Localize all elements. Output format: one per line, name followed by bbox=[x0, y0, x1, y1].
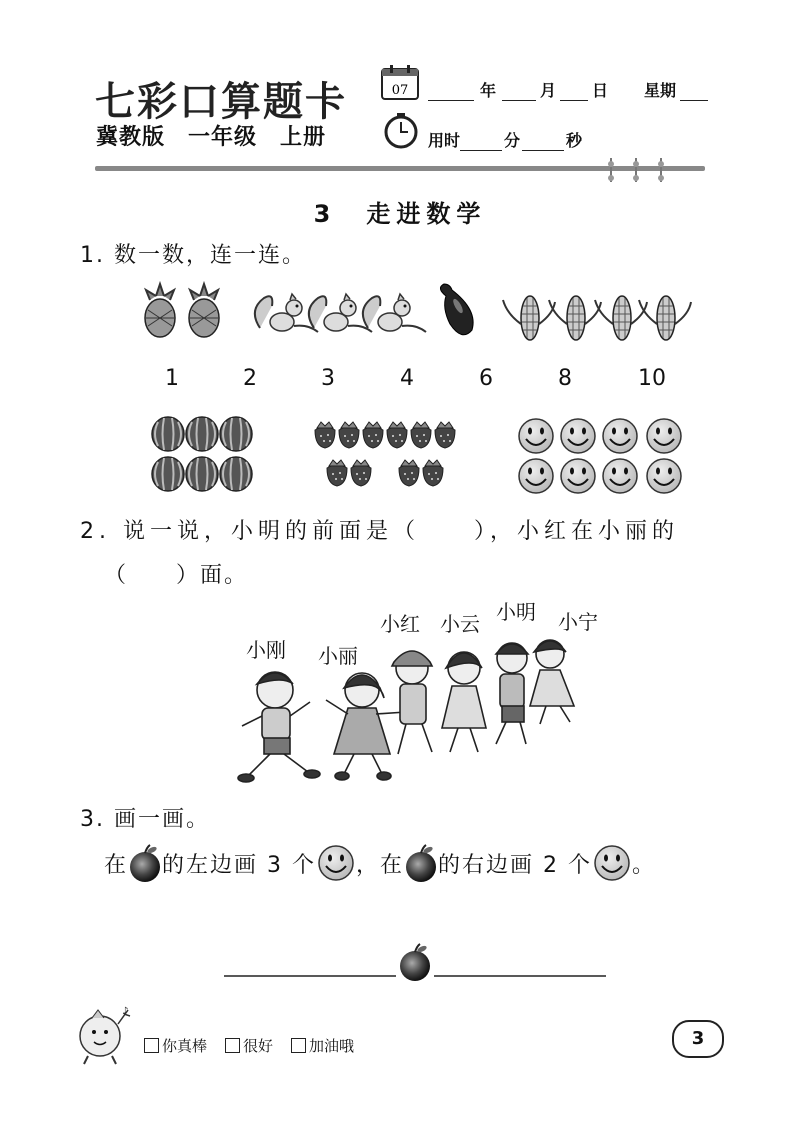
year-label: 年 bbox=[480, 81, 497, 100]
squirrel-group[interactable] bbox=[255, 294, 426, 332]
name-xiaogang: 小刚 bbox=[246, 638, 286, 662]
number-2[interactable]: 2 bbox=[243, 366, 257, 391]
seconds-label: 秒 bbox=[566, 131, 583, 150]
rating-great[interactable] bbox=[144, 1035, 207, 1056]
checkbox-great[interactable] bbox=[144, 1038, 159, 1053]
time-used-label: 用时 bbox=[428, 131, 461, 150]
child-xiaoli bbox=[326, 673, 406, 780]
pineapple-group[interactable] bbox=[145, 284, 219, 337]
rule-beads-decoration bbox=[600, 158, 680, 184]
child-xiaogang bbox=[238, 672, 320, 782]
watermelon-group[interactable] bbox=[152, 417, 252, 491]
checkbox-keep-going[interactable] bbox=[291, 1038, 306, 1053]
number-1[interactable]: 1 bbox=[165, 366, 179, 391]
rating-good[interactable] bbox=[225, 1035, 273, 1056]
page-title: 3 走进数学 bbox=[313, 200, 487, 228]
child-xiaoming bbox=[496, 643, 528, 744]
name-xiaoming: 小明 bbox=[496, 600, 536, 624]
strawberry-group[interactable] bbox=[315, 422, 455, 486]
apple-icon bbox=[404, 843, 438, 883]
month-label: 月 bbox=[540, 81, 557, 100]
name-xiaohong: 小红 bbox=[380, 612, 420, 636]
checkbox-good[interactable] bbox=[225, 1038, 240, 1053]
smiley-group[interactable] bbox=[519, 419, 681, 493]
name-xiaoning: 小宁 bbox=[558, 610, 598, 634]
eggplant-group[interactable] bbox=[440, 284, 473, 335]
name-xiaoyun: 小云 bbox=[440, 612, 480, 636]
number-10[interactable]: 10 bbox=[638, 366, 666, 391]
child-xiaoning bbox=[530, 640, 574, 724]
smiley-icon bbox=[592, 843, 632, 883]
number-4[interactable]: 4 bbox=[400, 366, 414, 391]
apple-icon bbox=[400, 944, 430, 981]
clock-icon bbox=[382, 112, 420, 150]
week-blank[interactable] bbox=[680, 82, 708, 101]
q1-top-pictures bbox=[130, 276, 700, 352]
q1-prompt: 1. 数一数，连一连。 bbox=[80, 243, 306, 268]
q3-text-4: 的右边画 2 个 bbox=[438, 852, 592, 878]
svg-text:♪: ♪ bbox=[122, 1006, 129, 1017]
calendar-icon bbox=[380, 64, 420, 102]
q3-prompt: 3. 画一画。 bbox=[80, 807, 210, 832]
minutes-label: 分 bbox=[504, 131, 521, 150]
date-line bbox=[428, 78, 708, 101]
year-blank[interactable] bbox=[428, 82, 474, 101]
q3-instruction bbox=[104, 843, 656, 883]
drawing-line[interactable] bbox=[222, 940, 608, 990]
seconds-blank[interactable] bbox=[522, 132, 564, 151]
time-line bbox=[428, 128, 582, 151]
day-label: 日 bbox=[592, 81, 609, 100]
cartoon-mascot-icon bbox=[70, 1002, 136, 1068]
number-8[interactable]: 8 bbox=[558, 366, 572, 391]
number-3[interactable]: 3 bbox=[321, 366, 335, 391]
page-number: 3 bbox=[672, 1020, 724, 1058]
name-xiaoli: 小丽 bbox=[318, 644, 358, 668]
month-blank[interactable] bbox=[502, 82, 536, 101]
calendar-day: 07 bbox=[391, 83, 409, 98]
rating-great-label: 你真棒 bbox=[162, 1037, 208, 1055]
q3-text-2: 的左边画 3 个 bbox=[162, 852, 316, 878]
edition-label: 冀教版 一年级 上册 bbox=[96, 125, 327, 150]
q2-prompt-line2: （ ）面。 bbox=[104, 563, 249, 588]
child-xiaohong bbox=[392, 651, 432, 754]
week-label: 星期 bbox=[644, 81, 677, 100]
rating-keep-going-label: 加油哦 bbox=[309, 1037, 355, 1055]
number-6[interactable]: 6 bbox=[479, 366, 493, 391]
q2-prompt-line1: 2. 说一说，小明的前面是（ ），小红在小丽的 bbox=[80, 519, 679, 544]
children-line-illustration bbox=[220, 628, 610, 788]
q3-text-1: 在 bbox=[104, 852, 129, 878]
rating-keep-going[interactable] bbox=[291, 1035, 354, 1056]
brand-title: 七彩口算题卡 bbox=[95, 78, 347, 125]
q3-text-5: 。 bbox=[632, 852, 657, 878]
child-xiaoyun bbox=[442, 652, 486, 752]
minutes-blank[interactable] bbox=[460, 132, 502, 151]
q3-text-3: ，在 bbox=[356, 852, 405, 878]
rating-good-label: 很好 bbox=[243, 1037, 274, 1055]
apple-icon bbox=[128, 843, 162, 883]
corn-group[interactable] bbox=[503, 296, 691, 340]
q1-bottom-pictures bbox=[140, 410, 700, 502]
day-blank[interactable] bbox=[560, 82, 588, 101]
smiley-icon bbox=[316, 843, 356, 883]
rating-options bbox=[144, 1035, 354, 1056]
